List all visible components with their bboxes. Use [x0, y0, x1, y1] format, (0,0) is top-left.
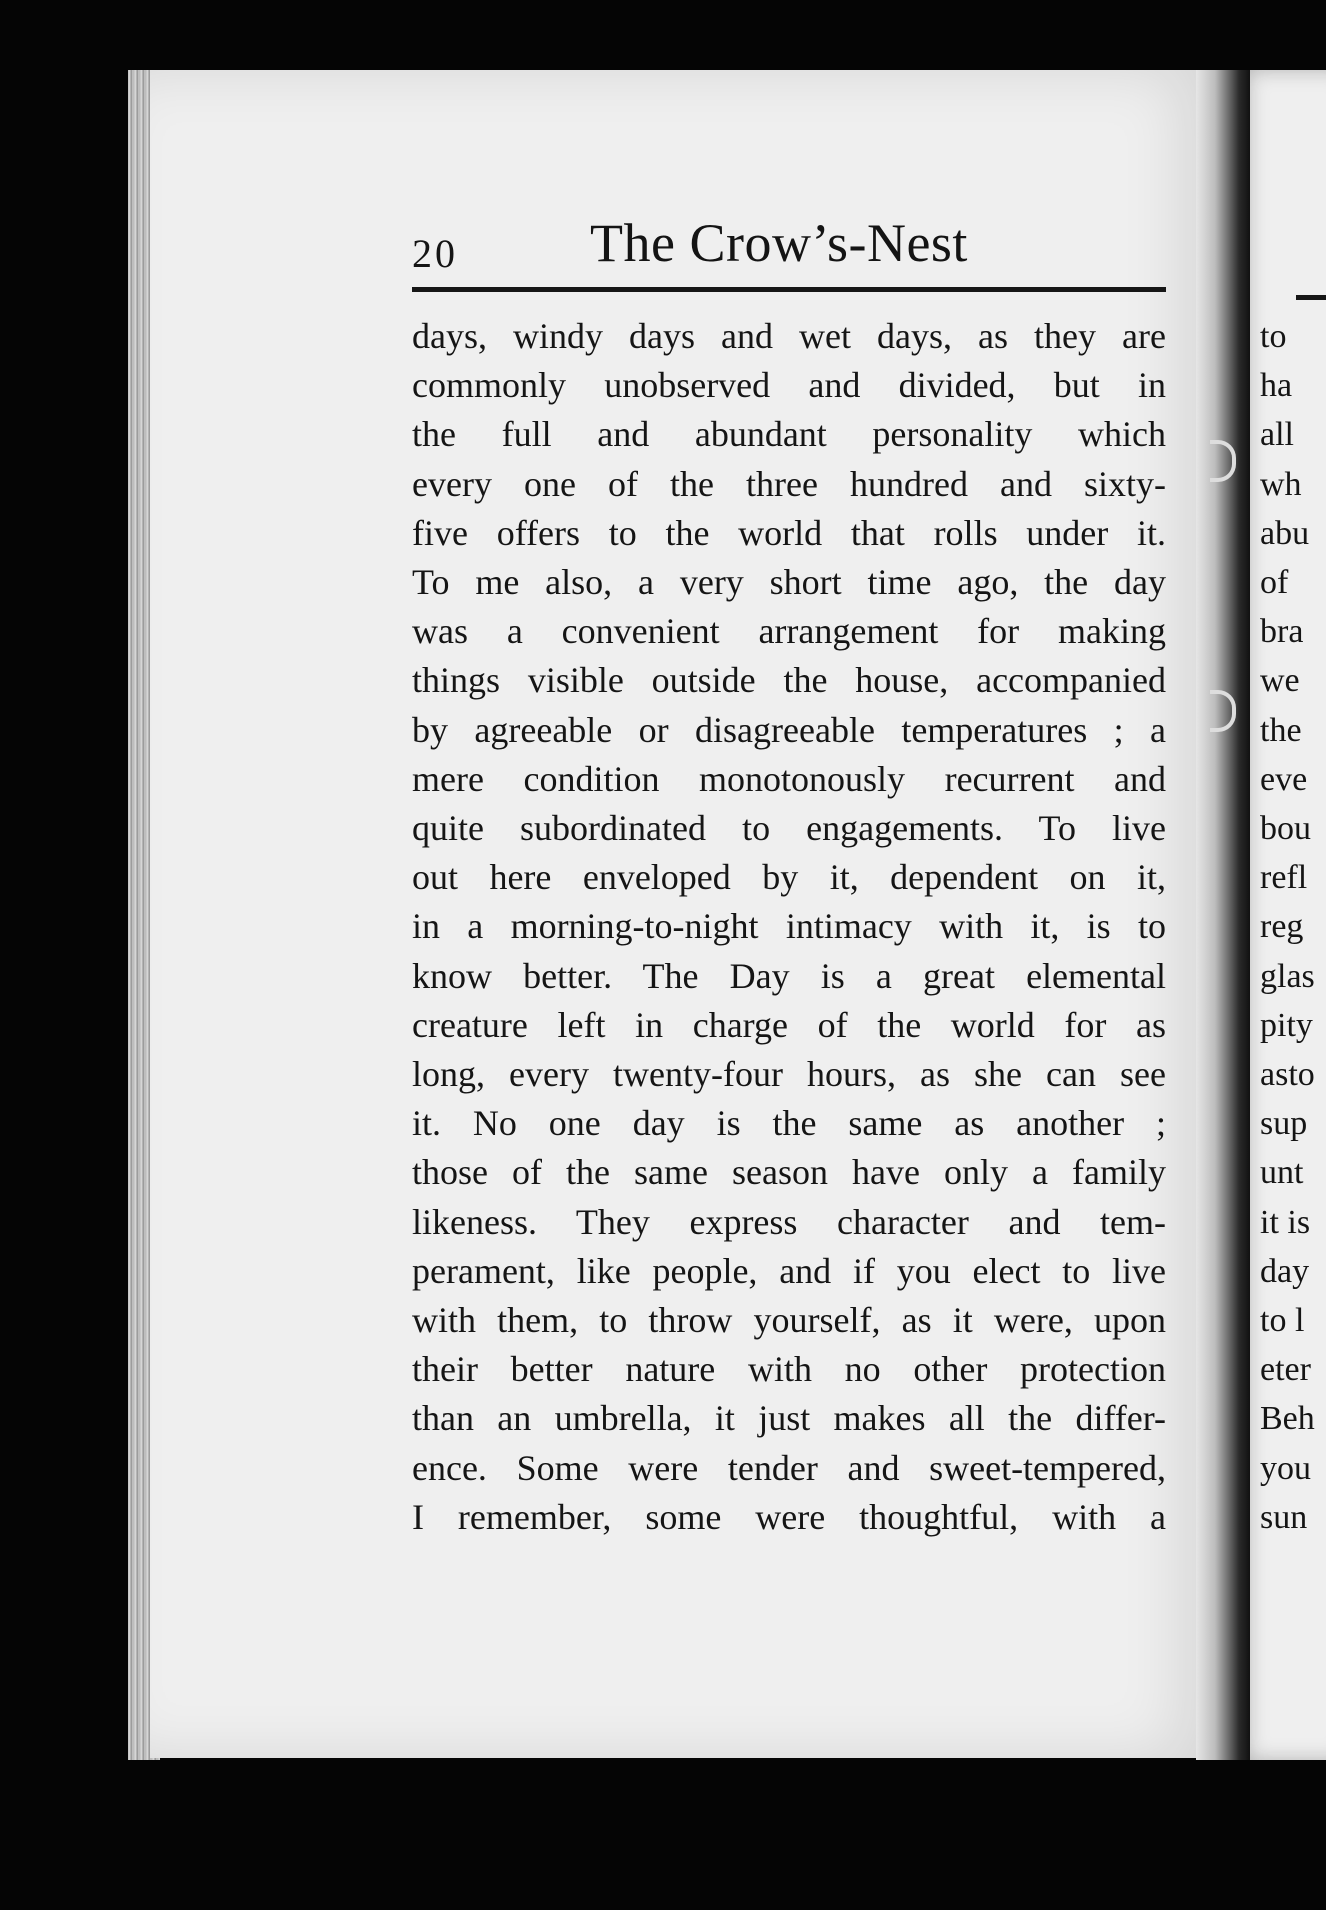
- facing-text-fragment: bra: [1260, 613, 1304, 651]
- facing-page-rule: [1296, 295, 1326, 300]
- facing-text-fragment: refl: [1260, 859, 1308, 897]
- facing-page-text: [1260, 312, 1326, 1542]
- page-header: [412, 212, 1166, 282]
- text-line: things visible outside the house, accompanied: [412, 660, 1166, 701]
- book-gutter: [1196, 70, 1250, 1760]
- text-line: mere condition monotonously recurrent and: [412, 758, 1166, 799]
- text-line: I remember, some were thoughtful, with a: [412, 1496, 1166, 1537]
- text-line: quite subordinated to engagements. To live: [412, 808, 1166, 849]
- facing-text-fragment: pity: [1260, 1006, 1313, 1044]
- facing-text-fragment: sup: [1260, 1105, 1308, 1143]
- text-line: by agreeable or disagreeable temperatures ; a: [412, 709, 1166, 750]
- facing-text-fragment: Beh: [1260, 1400, 1315, 1438]
- text-line: creature left in charge of the world for as: [412, 1004, 1166, 1045]
- facing-text-fragment: you: [1260, 1449, 1311, 1487]
- text-line: five offers to the world that rolls under it.: [412, 512, 1166, 553]
- page-number: 20: [412, 231, 458, 276]
- header-rule: [412, 287, 1166, 292]
- facing-text-fragment: glas: [1260, 957, 1315, 995]
- text-line: those of the same season have only a family: [412, 1152, 1166, 1193]
- facing-text-fragment: to: [1260, 318, 1287, 355]
- text-line: with them, to throw yourself, as it were, upon: [412, 1300, 1166, 1341]
- facing-text-fragment: to l: [1260, 1302, 1305, 1340]
- facing-text-fragment: ha: [1260, 367, 1293, 405]
- text-line: the full and abundant personality which: [412, 414, 1166, 455]
- text-line: in a morning-to-night intimacy with it, is to: [412, 906, 1166, 947]
- text-line: perament, like people, and if you elect to live: [412, 1250, 1166, 1291]
- facing-text-fragment: the: [1260, 711, 1302, 749]
- facing-text-fragment: eve: [1260, 760, 1308, 798]
- page-body-text: [412, 312, 1166, 1542]
- facing-text-fragment: unt: [1260, 1154, 1304, 1192]
- text-line: was a convenient arrangement for making: [412, 611, 1166, 652]
- text-line: commonly unobserved and divided, but in: [412, 365, 1166, 406]
- facing-text-fragment: day: [1260, 1252, 1310, 1290]
- text-line: likeness. They express character and tem-: [412, 1201, 1166, 1242]
- text-line: than an umbrella, it just makes all the differ-: [412, 1398, 1166, 1439]
- text-line: To me also, a very short time ago, the day: [412, 562, 1166, 603]
- facing-text-fragment: abu: [1260, 514, 1310, 552]
- facing-text-fragment: wh: [1260, 465, 1302, 503]
- text-line: their better nature with no other protection: [412, 1349, 1166, 1390]
- facing-text-fragment: eter: [1260, 1351, 1311, 1389]
- facing-text-fragment: sun: [1260, 1498, 1308, 1536]
- text-line: it. No one day is the same as another ;: [412, 1103, 1166, 1144]
- facing-text-fragment: we: [1260, 662, 1300, 700]
- text-line: out here enveloped by it, dependent on it,: [412, 857, 1166, 898]
- facing-text-fragment: asto: [1260, 1056, 1315, 1094]
- text-line: ence. Some were tender and sweet-tempered,: [412, 1447, 1166, 1488]
- facing-text-fragment: all: [1260, 416, 1294, 454]
- facing-text-fragment: of: [1260, 564, 1289, 602]
- running-title: The Crow’s-Nest: [590, 213, 968, 273]
- facing-text-fragment: it is: [1260, 1203, 1311, 1241]
- text-line: long, every twenty-four hours, as she can see: [412, 1054, 1166, 1095]
- facing-text-fragment: bou: [1260, 810, 1311, 848]
- text-line: know better. The Day is a great elemental: [412, 955, 1166, 996]
- text-line: every one of the three hundred and sixty-: [412, 463, 1166, 504]
- text-line: days, windy days and wet days, as they are: [412, 316, 1166, 356]
- facing-text-fragment: reg: [1260, 908, 1304, 946]
